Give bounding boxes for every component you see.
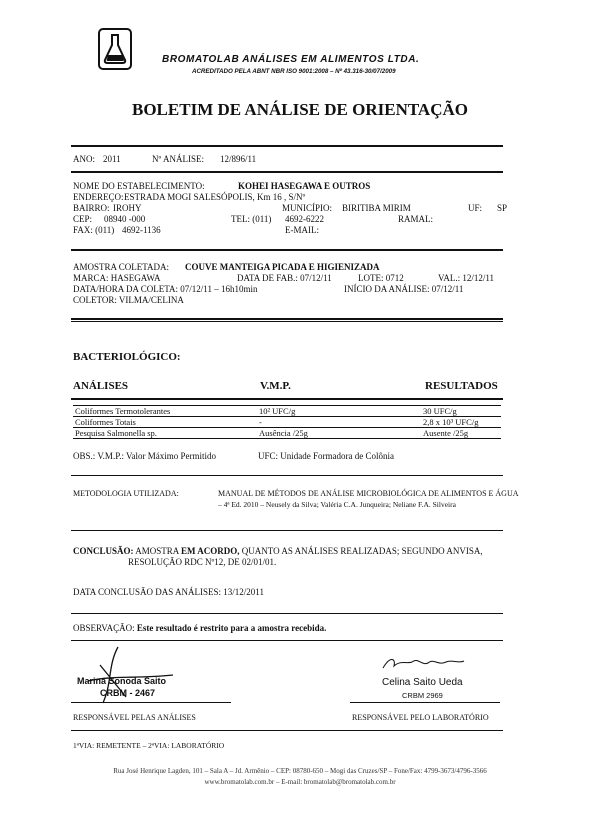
methodology-line1: MANUAL DE MÉTODOS DE ANÁLISE MICROBIOLÓGICA DE ALIMENTOS E ÁGUA — [218, 489, 519, 498]
observation-label: OBSERVAÇÃO: — [73, 623, 135, 633]
sample-marca: MARCA: HASEGAWA — [73, 273, 161, 283]
table-row — [73, 406, 501, 417]
fax-value: 4692-1136 — [122, 225, 161, 235]
analise-label: Nº ANÁLISE: — [152, 154, 205, 164]
flask-icon — [100, 30, 130, 68]
divider — [71, 398, 503, 400]
divider — [71, 249, 503, 251]
obs-vmp: OBS.: V.M.P.: Valor Máximo Permitido — [73, 451, 217, 461]
observation-line — [73, 623, 326, 634]
cep-label: CEP: — [73, 214, 93, 224]
results-table — [73, 405, 501, 439]
lab-name: BROMATOLAB ANÁLISES EM ALIMENTOS LTDA. — [162, 54, 420, 65]
email-label: E-MAIL: — [285, 225, 319, 235]
analise-cell: Coliformes Totais — [73, 417, 257, 428]
address-value: ESTRADA MOGI SALESÓPOLIS, Km 16 , S/Nº — [124, 192, 306, 202]
page-title: BOLETIM DE ANÁLISE DE ORIENTAÇÃO — [132, 100, 468, 119]
conclusion-line1 — [73, 546, 483, 557]
sample-lote: LOTE: 0712 — [358, 273, 404, 283]
sample-label: AMOSTRA COLETADA: — [73, 262, 170, 272]
ano-value: 2011 — [103, 154, 121, 164]
divider — [71, 613, 503, 614]
tel-value: 4692-6222 — [285, 214, 324, 224]
col-resultados: RESULTADOS — [425, 380, 498, 392]
footer-address: Rua José Henrique Lagden, 101 – Sala A – Jd. Armênio – CEP: 08780-650 – Mogi das Cruzes/SP – Fone/Fax: 4799-3673/4796-3566 — [113, 767, 487, 775]
ano-label: ANO: — [73, 154, 95, 164]
conclusion-label: CONCLUSÃO: — [73, 546, 134, 556]
divider — [71, 475, 503, 476]
sample-coleta: DATA/HORA DA COLETA: 07/12/11 – 16h10min — [73, 284, 258, 294]
signature-line — [71, 702, 231, 703]
footer-contact: www.bromatolab.com.br – E-mail: bromatolab@bromatolab.com.br — [204, 778, 396, 786]
cep-value: 08940 -000 — [104, 214, 146, 224]
sample-inicio: INÍCIO DA ANÁLISE: 07/12/11 — [344, 284, 464, 294]
right-signer-name: Celina Saito Ueda — [382, 677, 463, 688]
left-signer-crbm: CRBM - 2467 — [100, 688, 156, 698]
fax-label: FAX: (011) — [73, 225, 115, 235]
tel-label: TEL: (011) — [231, 214, 272, 224]
col-analises: ANÁLISES — [73, 380, 129, 392]
col-vmp: V.M.P. — [260, 380, 291, 392]
divider — [71, 640, 503, 641]
observation-text: Este resultado é restrito para a amostra recebida. — [136, 623, 327, 633]
lab-logo — [98, 28, 132, 70]
left-signer-name: Marina Sonoda Saito — [77, 676, 167, 686]
sample-coletor: COLETOR: VILMA/CELINA — [73, 295, 184, 305]
bairro-value: IROHY — [113, 203, 142, 213]
lab-accreditation: ACREDITADO PELA ABNT NBR ISO 9001:2008 – Nº 43.316-30/07/2009 — [192, 68, 396, 75]
analise-cell: Coliformes Termotolerantes — [73, 406, 257, 417]
right-signer-crbm: CRBM 2969 — [402, 691, 443, 700]
divider — [71, 730, 503, 731]
uf-label: UF: — [468, 203, 483, 213]
left-signer-role: RESPONSÁVEL PELAS ANÁLISES — [73, 713, 196, 722]
sample-fab: DATA DE FAB.: 07/12/11 — [237, 273, 332, 283]
resultado-cell: Ausente /25g — [421, 428, 501, 439]
divider — [71, 530, 503, 531]
municipio-value: BIRITIBA MIRIM — [342, 203, 411, 213]
bairro-label: BAIRRO: — [73, 203, 110, 213]
conclusion-line2: RESOLUÇÃO RDC Nº12, DE 02/01/01. — [128, 557, 277, 567]
resultado-cell: 2,8 x 10³ UFC/g — [421, 417, 501, 428]
conclusion-text-c: QUANTO AS ANÁLISES REALIZADAS; SEGUNDO ANVISA, — [239, 546, 483, 556]
table-row — [73, 428, 501, 439]
right-signer-role: RESPONSÁVEL PELO LABORATÓRIO — [352, 713, 489, 722]
address-label: ENDEREÇO: — [73, 192, 124, 202]
vmp-cell: 10² UFC/g — [257, 406, 421, 417]
vmp-cell: Ausência /25g — [257, 428, 421, 439]
establishment-label: NOME DO ESTABELECIMENTO: — [73, 181, 205, 191]
via-note: 1ªVIA: REMETENTE – 2ªVIA: LABORATÓRIO — [73, 741, 225, 750]
conclusion-text-a: AMOSTRA — [135, 546, 182, 556]
right-signature — [378, 654, 468, 676]
divider — [71, 145, 503, 147]
methodology-line2: – 4ª Ed. 2010 – Neusely da Silva; Valéria C.A. Junqueira; Neliane F.A. Silveira — [218, 500, 456, 509]
analise-value: 12/896/11 — [220, 154, 257, 164]
resultado-cell: 30 UFC/g — [421, 406, 501, 417]
sample-value: COUVE MANTEIGA PICADA E HIGIENIZADA — [185, 262, 380, 272]
section-title: BACTERIOLÓGICO: — [73, 351, 181, 363]
obs-ufc: UFC: Unidade Formadora de Colônia — [258, 451, 394, 461]
uf-value: SP — [497, 203, 508, 213]
methodology-label: METODOLOGIA UTILIZADA: — [73, 489, 179, 498]
vmp-cell: - — [257, 417, 421, 428]
municipio-label: MUNICÍPIO: — [282, 203, 333, 213]
conclusion-date: DATA CONCLUSÃO DAS ANÁLISES: 13/12/2011 — [73, 587, 264, 597]
analise-cell: Pesquisa Salmonella sp. — [73, 428, 257, 439]
divider — [71, 171, 503, 173]
signature-line — [350, 702, 500, 703]
sample-val: VAL.: 12/12/11 — [438, 273, 495, 283]
establishment-name: KOHEI HASEGAWA E OUTROS — [238, 181, 371, 191]
divider — [71, 321, 503, 322]
conclusion-status: EM ACORDO, — [181, 546, 240, 556]
ramal-label: RAMAL: — [398, 214, 434, 224]
divider — [71, 318, 503, 320]
table-row — [73, 417, 501, 428]
